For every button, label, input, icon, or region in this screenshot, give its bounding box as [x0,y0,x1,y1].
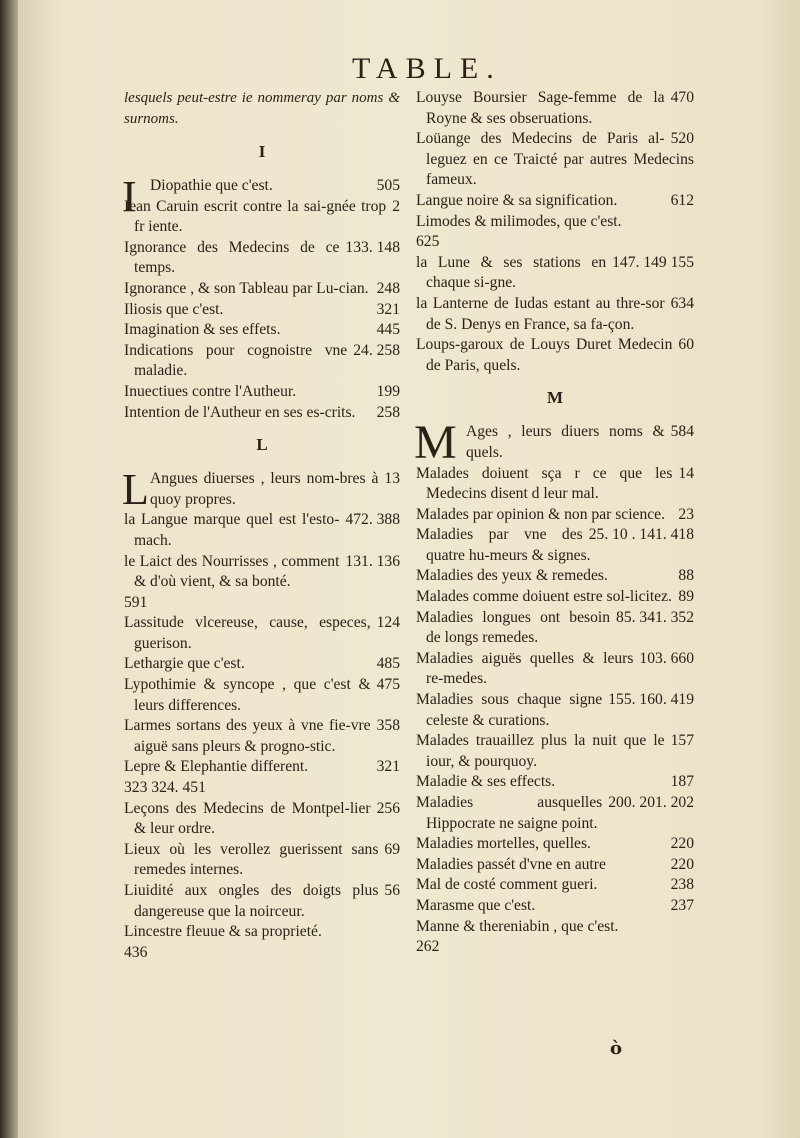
entry-text: Lassitude vlcereuse, cause, especes, guerison. [124,614,371,652]
entry-text: Maladies par vne des quatre hu-meurs & signes. [416,526,591,564]
entry-text: Maladies passét d'vne en autre [416,855,606,873]
entry-pages: 60 [678,336,694,354]
drop-cap-l: L [122,465,149,515]
entry-pages: 584 [670,423,694,441]
running-head: TABLE. [352,52,502,85]
index-entry [416,772,694,793]
entry-text: Loups-garoux de Louys Duret Medecin de Paris, quels. [416,336,673,374]
entry-text: Maladies des yeux & remedes. [416,567,608,585]
index-entry [416,232,694,253]
entry-text: Malades par opinion & non par science. [416,505,665,523]
entry-pages: 157 [670,732,694,750]
entry-text: Ignorance , & son Tableau par Lu-cian. [124,279,369,297]
entry-pages: 24. 258 [353,341,400,359]
entry-pages: 256 [376,799,400,817]
index-entry [124,279,400,300]
index-entry [416,525,694,566]
entry-text: Inuectiues contre l'Autheur. [124,382,297,400]
entry-pages: 237 [670,896,694,914]
entry-text: Intention de l'Autheur en ses es-crits. [124,403,356,421]
entry-pages: 2 [392,197,400,215]
entry-pages: 199 [376,382,400,400]
drop-cap-entry-m [414,416,694,470]
entry-pages: 69 [384,840,400,858]
index-entry [124,716,400,757]
entry-pages: 470 [670,89,694,106]
index-entry [124,757,400,778]
entry-text: Ages , leurs diuers noms & quels. [466,423,665,461]
entry-text: 262 [416,938,440,956]
entry-text: Loüange des Medecins de Paris al-leguez en ce Traicté par autres Medecins fameux. [416,130,694,189]
signature-mark: ò [610,1038,623,1059]
index-entry [124,943,400,964]
index-entry [124,320,400,341]
drop-cap-entry-l [122,465,400,515]
index-entry [124,197,400,238]
entry-text: Maladies ausquelles Hippocrate ne saigne point. [416,794,603,832]
entry-pages: 85. 341. 352 [616,608,694,626]
entry-text: Malades comme doiuent estre sol-licitez. [416,588,672,606]
index-entry [124,552,400,593]
drop-cap-m: M [414,416,457,470]
entry-pages: 634 [670,294,694,312]
entries-l [124,510,400,963]
entry-text: Malades trauaillez plus la nuit que le iour, & pourquoy. [416,732,665,770]
entry-pages: 200. 201. 202 [608,794,694,811]
entry-pages: 612 [670,191,694,209]
entry-text: Indications pour cognoistre vne maladie. [124,341,348,380]
entry-text: Larmes sortans des yeux à vne fie-vre aiguë sans pleurs & progno-stic. [124,717,371,755]
section-letter-i: I [258,142,266,161]
index-entry [416,731,694,772]
entry-pages: 13 [384,470,400,488]
entry-pages: 89 [678,588,694,606]
entry-text: Lepre & Elephantie different. [124,758,309,776]
index-entry [124,300,400,321]
index-entry [124,593,400,614]
entry-text: Maladies mortelles, quelles. [416,835,591,853]
entry-pages: 238 [670,876,694,894]
index-entry [416,937,694,958]
entry-pages: 56 [384,882,400,899]
entry-text: 625 [416,233,440,251]
entry-text: Ignorance des Medecins de ce temps. [124,238,340,277]
index-entry [124,675,400,716]
index-entry [124,238,400,279]
entry-text: Lieux où les verollez guerissent sans remedes internes. [124,840,379,879]
entry-pages: 485 [376,655,400,673]
right-column [416,88,694,958]
entry-text: Iliosis que c'est. [124,300,224,318]
entry-pages: 445 [376,321,400,339]
section-letter-m: M [546,388,564,408]
entry-text: 323 324. 451 [124,779,206,797]
entries-l-cont [416,88,694,376]
entry-text: Angues diuerses , leurs nom-bres à quoy propres. [150,470,379,508]
entry-pages: 133. 148 [345,238,400,256]
index-entry [416,88,694,129]
entry-text: 591 [124,593,148,611]
entry-pages: 520 [670,130,694,148]
index-entry [416,566,694,587]
index-entry [124,510,400,551]
entry-pages: 220 [670,835,694,853]
index-entry [416,855,694,876]
binding-gutter [0,0,18,1138]
entry-text: la Lanterne de Iudas estant au thre-sor de S. Denys en France, sa fa-çon. [416,294,665,333]
index-entry [124,840,400,881]
index-entry [124,382,400,403]
index-entry [416,505,694,526]
entry-pages: 248 [376,279,400,297]
entry-text: Leçons des Medecins de Montpel-lier & leur ordre. [124,799,371,838]
entry-text: Iean Caruin escrit contre la sai-gnée trop fr iente. [124,197,387,236]
entries-i [124,197,400,424]
index-entry [416,649,694,690]
entry-pages: 88 [678,567,694,585]
entry-pages: 23 [678,505,694,523]
entry-pages: 220 [670,855,694,873]
left-column [124,88,400,963]
entry-pages: 358 [376,717,400,735]
entry-pages: 25. 10 . 141. 418 [588,526,694,544]
index-entry [416,793,694,834]
entry-text: Lincestre fleuue & sa proprieté. [124,923,322,941]
entry-pages: 505 [376,177,400,194]
intro-text: lesquels peut-estre ie nommeray par noms & surnoms. [124,90,400,127]
entry-pages: 103. 660 [639,649,694,667]
index-entry [124,654,400,675]
index-entry [416,253,694,294]
index-entry [416,690,694,731]
entry-pages: 187 [670,773,694,791]
index-entry [416,129,694,191]
index-entry [416,608,694,649]
index-entry [124,403,400,424]
index-entry [124,613,400,654]
entry-text: le Laict des Nourrisses , comment & d'où vient, & sa bonté. [124,552,340,591]
index-entry [416,464,694,505]
index-entry [124,881,400,922]
entry-pages: 472. 388 [345,511,400,529]
entry-pages: 147. 149 155 [612,253,694,271]
entry-text: Louyse Boursier Sage-femme de la Royne & ses obseruations. [416,89,665,127]
entry-pages: 321 [376,300,400,318]
entry-text: Manne & thereniabin , que c'est. [416,917,619,935]
entry-text: Imagination & ses effets. [124,321,281,339]
entry-text: Maladies sous chaque signe celeste & curations. [416,691,603,729]
index-entry [416,294,694,335]
drop-cap-i: I [122,172,137,221]
entry-text: Maladies longues ont besoin de longs remedes. [416,608,611,647]
entry-text: Mal de costé comment gueri. [416,876,598,894]
entry-text: Lethargie que c'est. [124,655,245,673]
entry-text: Marasme que c'est. [416,896,536,914]
entries-m [416,464,694,958]
entry-text: Liuidité aux ongles des doigts plus dangereuse que la noirceur. [124,882,379,920]
entry-text: Diopathie que c'est. [150,177,273,194]
entry-pages: 14 [678,464,694,482]
entry-text: Limodes & milimodes, que c'est. [416,212,622,230]
entry-text: la Langue marque quel est l'esto-mach. [124,511,340,549]
index-entry [416,191,694,212]
entry-text: 436 [124,943,148,961]
index-entry [124,922,400,943]
entry-pages: 475 [376,676,400,694]
entry-text: Maladie & ses effects. [416,773,556,791]
entry-text: Lypothimie & syncope , que c'est & leurs differences. [124,676,371,714]
entry-pages: 155. 160. 419 [608,691,694,709]
entry-pages: 131. 136 [345,552,400,570]
entry-text: la Lune & ses stations en chaque si-gne. [416,253,607,292]
entry-text: Langue noire & sa signification. [416,191,618,209]
index-entry [416,896,694,917]
index-entry [124,778,400,799]
index-entry [416,917,694,938]
index-entry [416,875,694,896]
index-entry [124,799,400,840]
index-entry [124,341,400,382]
entry-text: Maladies aiguës quelles & leurs re-medes. [416,649,634,688]
entry-pages: 258 [376,403,400,421]
entry-pages: 124 [376,614,400,632]
index-entry [416,834,694,855]
entry-text: Malades doiuent sça r ce que les Medecins disent d leur mal. [416,464,673,503]
index-entry [416,335,694,376]
section-letter-l: L [256,435,268,455]
index-entry [416,212,694,233]
index-entry [416,587,694,608]
entry-pages: 321 [376,758,400,776]
